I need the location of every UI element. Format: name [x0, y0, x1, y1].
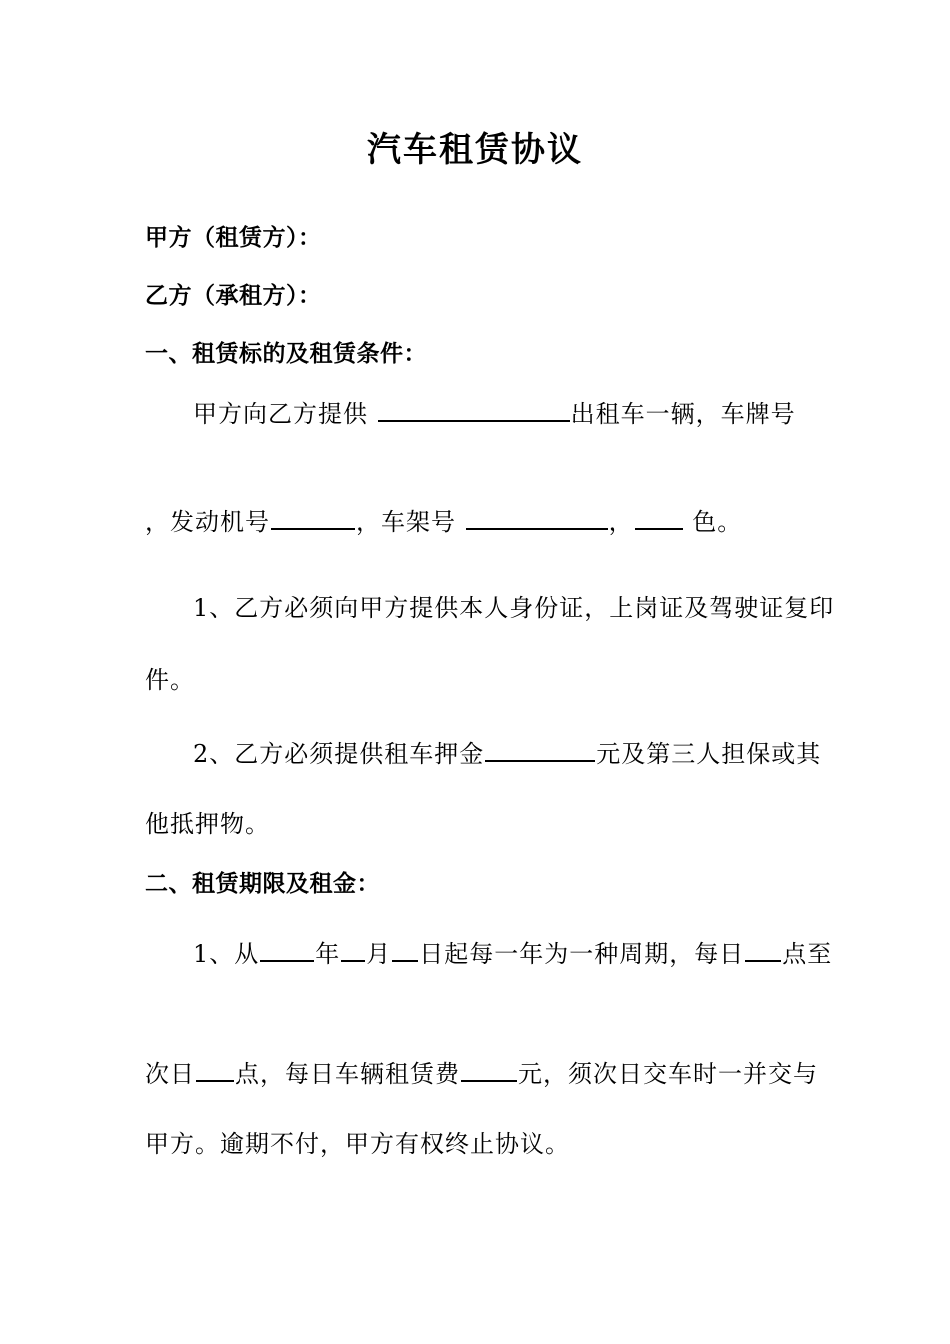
text-segment: ， — [608, 508, 634, 536]
text-segment: 元及第三人担保或其 — [596, 740, 822, 768]
text-segment: 月 — [366, 940, 392, 968]
section-1-line-2 — [145, 504, 742, 538]
text-segment: 2、乙方必须提供租车押金 — [193, 740, 485, 768]
party-b-label: 乙方（承租方）： — [145, 282, 322, 309]
blank-field[interactable] — [461, 1056, 517, 1082]
section-1-heading: 一、租赁标的及租赁条件： — [145, 340, 427, 367]
party-a-label: 甲方（租赁方）： — [145, 224, 322, 251]
section-2-heading: 二、租赁期限及租金： — [145, 870, 380, 897]
section-1-item-2 — [193, 736, 821, 770]
text-segment: 甲方向乙方提供 — [193, 400, 377, 428]
section-1-item-1: 1、乙方必须向甲方提供本人身份证，上岗证及驾驶证复印 — [193, 594, 835, 622]
blank-field[interactable] — [271, 504, 355, 530]
text-segment: 1、从 — [193, 940, 260, 968]
blank-field[interactable] — [485, 736, 595, 762]
blank-field[interactable] — [341, 936, 365, 962]
text-segment: 日起每一年为一种周期，每日 — [419, 940, 745, 968]
section-2-line-1 — [193, 936, 832, 970]
blank-field[interactable] — [635, 504, 683, 530]
section-1-line-1 — [193, 396, 796, 430]
section-2-line-2 — [145, 1056, 818, 1090]
text-segment: 出租车一辆，车牌号 — [570, 400, 796, 428]
document-title: 汽车租赁协议 — [367, 130, 583, 170]
text-segment: 次日 — [145, 1060, 195, 1088]
text-segment: 点，每日车辆租赁费 — [235, 1060, 460, 1088]
section-2-line-3: 甲方。逾期不付，甲方有权终止协议。 — [145, 1130, 570, 1158]
text-segment: ，发动机号 — [145, 508, 270, 536]
text-segment: 点至 — [782, 940, 833, 968]
text-segment: ，车架号 — [356, 508, 465, 536]
blank-field[interactable] — [260, 936, 314, 962]
blank-field[interactable] — [745, 936, 781, 962]
section-1-item-2-cont: 他抵押物。 — [145, 810, 270, 838]
blank-field[interactable] — [378, 396, 570, 422]
blank-field[interactable] — [466, 504, 608, 530]
text-segment: 色。 — [683, 508, 743, 536]
section-1-item-1-cont: 件。 — [145, 666, 195, 694]
text-segment: 年 — [315, 940, 341, 968]
text-segment: 元，须次日交车时一并交与 — [518, 1060, 818, 1088]
blank-field[interactable] — [196, 1056, 234, 1082]
blank-field[interactable] — [392, 936, 418, 962]
